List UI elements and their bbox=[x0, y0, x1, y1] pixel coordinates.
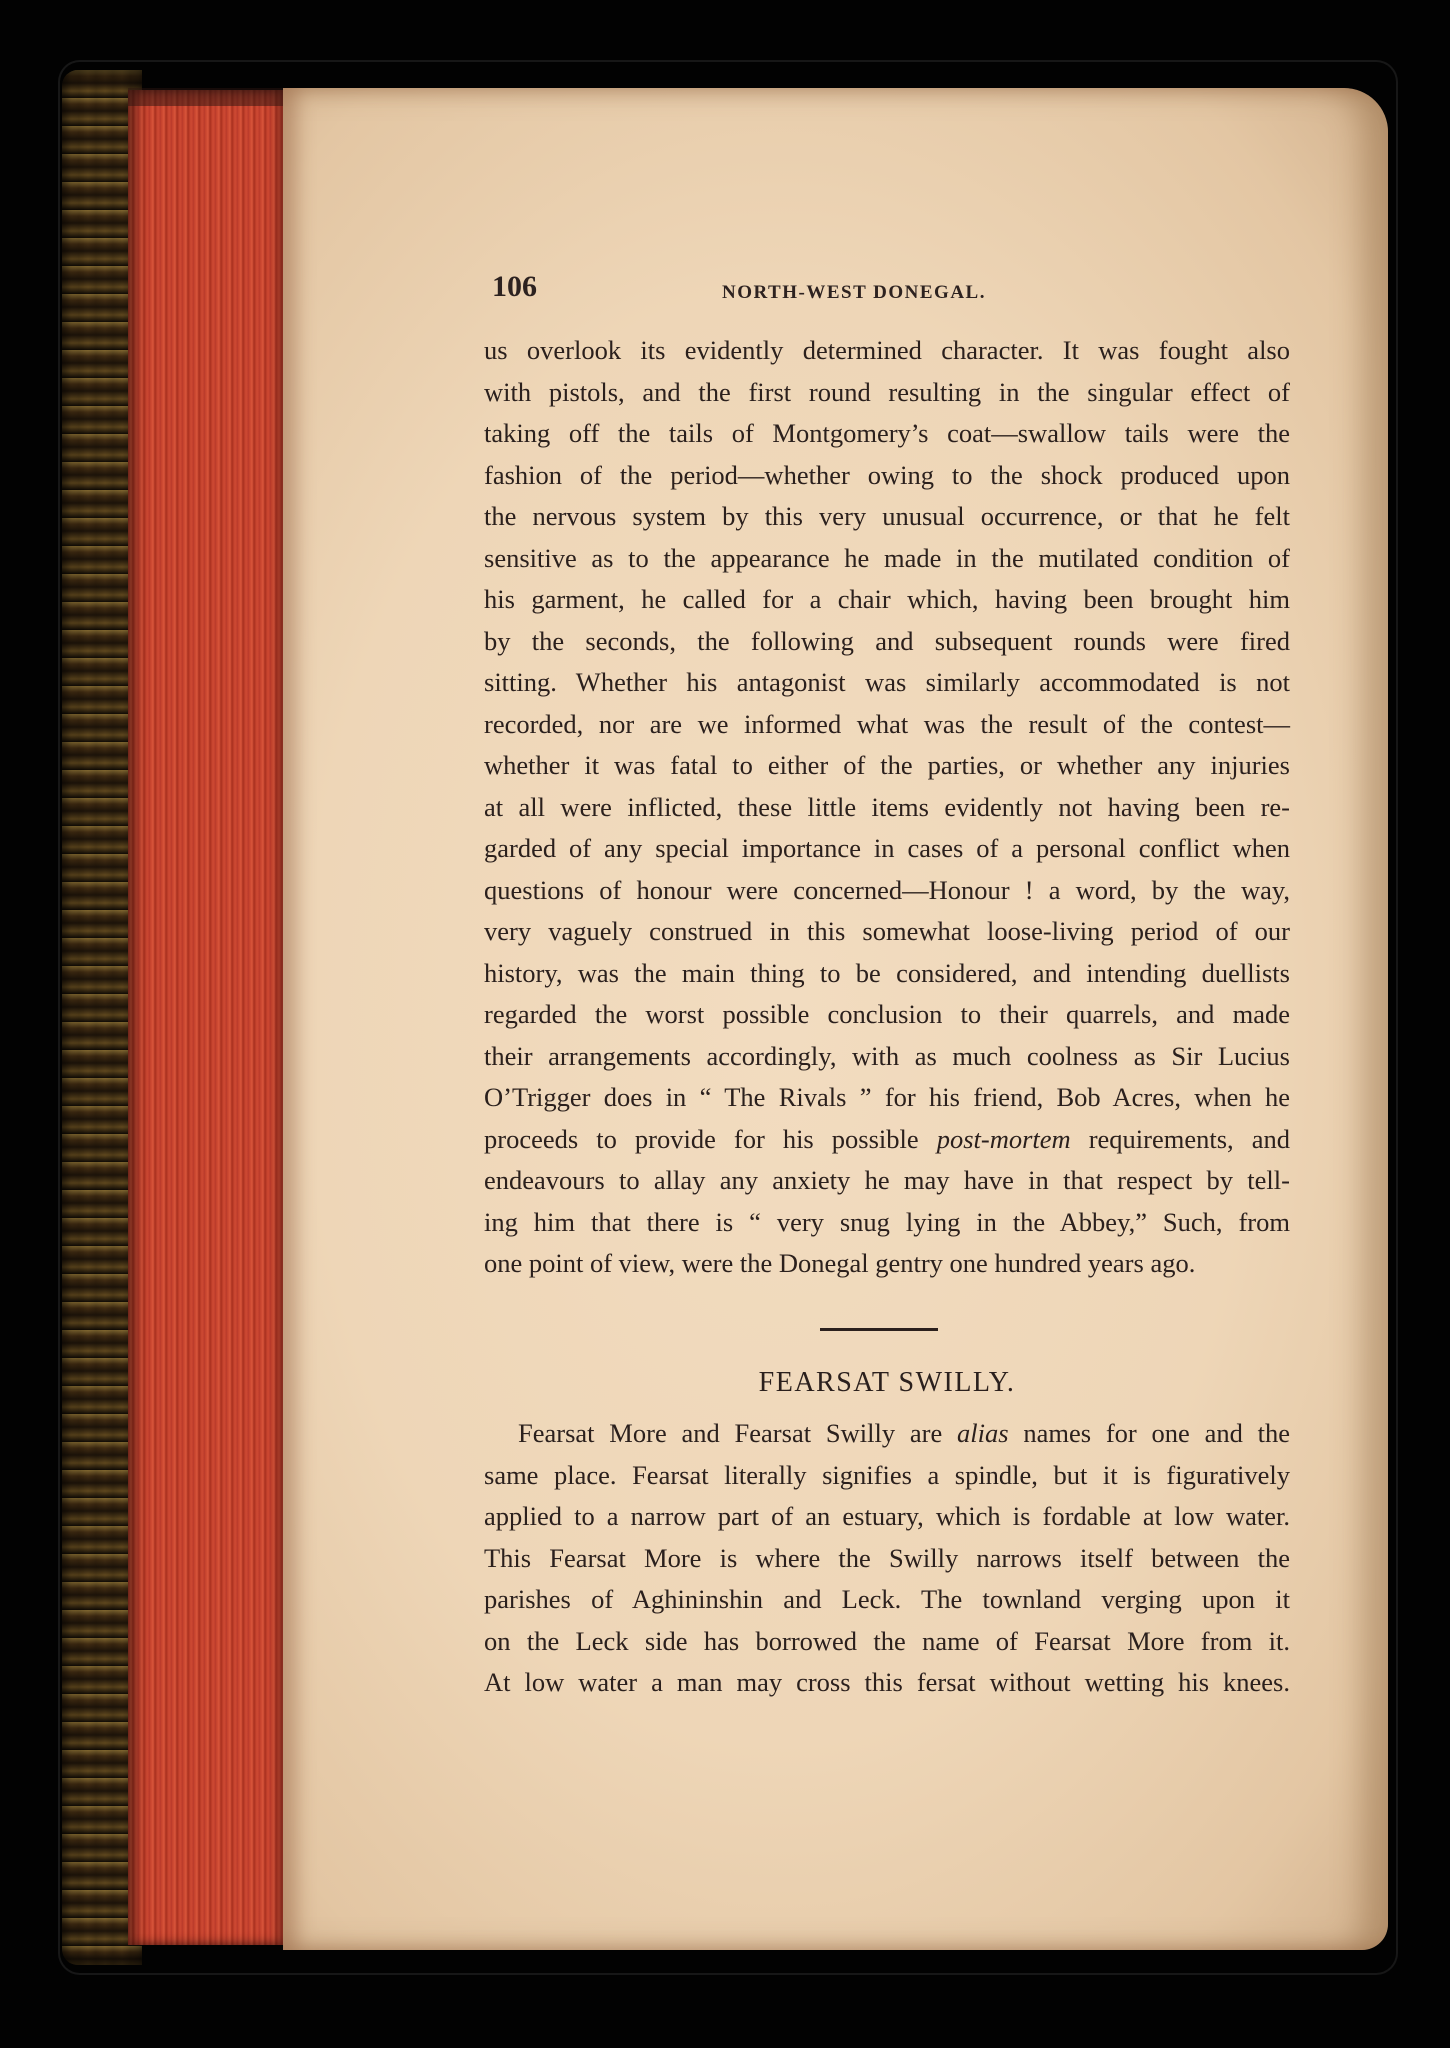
red-page-edges bbox=[128, 90, 284, 1945]
text-line: questions of honour were concerned—Honour ! a word, by the way, bbox=[484, 874, 1290, 905]
text-line-mixed bbox=[484, 1413, 1290, 1455]
text-line-mixed bbox=[484, 1119, 1290, 1161]
text-line: This Fearsat More is where the Swilly narrows itself between the bbox=[484, 1542, 1290, 1573]
text-line: us overlook its evidently determined character. It was fought also bbox=[484, 335, 1290, 365]
paragraph-fearsat bbox=[484, 1413, 1290, 1704]
running-head bbox=[492, 270, 1292, 310]
paragraph-duel bbox=[484, 330, 1290, 1285]
text-segment: Fearsat More and Fearsat Swilly are bbox=[518, 1418, 943, 1448]
text-line: on the Leck side has borrowed the name of Fearsat More from it. bbox=[484, 1625, 1290, 1656]
text-line: one point of view, were the Donegal gentry one hundred years ago. bbox=[484, 1248, 1196, 1278]
text-line: with pistols, and the first round resulting in the singular effect of bbox=[484, 376, 1290, 407]
section-heading: FEARSAT SWILLY. bbox=[758, 1367, 1016, 1398]
text-segment: proceeds to provide for his possible bbox=[484, 1123, 919, 1154]
text-line: taking off the tails of Montgomery’s coat—swallow tails were the bbox=[484, 418, 1290, 448]
page-number: 106 bbox=[492, 270, 537, 303]
text-line: recorded, nor are we informed what was the result of the contest— bbox=[484, 708, 1290, 739]
text-line: the nervous system by this very unusual occurrence, or that he felt bbox=[484, 501, 1290, 531]
text-segment: requirements, and bbox=[1070, 1123, 1290, 1154]
text-line: ing him that there is “ very snug lying in the Abbey,” Such, from bbox=[484, 1206, 1290, 1237]
text-line: parishes of Aghininshin and Leck. The townland verging upon it bbox=[484, 1584, 1290, 1614]
text-line: fashion of the period—whether owing to the shock produced upon bbox=[484, 459, 1290, 490]
text-line: sitting. Whether his antagonist was similarly accommodated is not bbox=[484, 667, 1290, 697]
text-line: O’Trigger does in “ The Rivals ” for his friend, Bob Acres, when he bbox=[484, 1082, 1290, 1112]
page-edge-shadow bbox=[128, 88, 288, 106]
text-line: applied to a narrow part of an estuary, which is fordable at low water. bbox=[484, 1501, 1290, 1531]
text-line: garded of any special importance in cases of a personal conflict when bbox=[484, 833, 1290, 863]
text-line: history, was the main thing to be considered, and intending duellists bbox=[484, 957, 1290, 988]
text-line: At low water a man may cross this fersat without wetting his knees. bbox=[484, 1667, 1290, 1697]
text-line: very vaguely construed in this somewhat loose-living period of our bbox=[484, 916, 1290, 946]
text-line: his garment, he called for a chair which, having been brought him bbox=[484, 584, 1290, 614]
section-divider bbox=[820, 1328, 938, 1331]
italic-term: post-mortem bbox=[936, 1123, 1071, 1154]
text-line: whether it was fatal to either of the parties, or whether any injuries bbox=[484, 750, 1290, 780]
text-line: endeavours to allay any anxiety he may have in that respect by tell- bbox=[484, 1165, 1290, 1195]
text-line: by the seconds, the following and subsequent rounds were fired bbox=[484, 625, 1290, 656]
italic-term: alias bbox=[957, 1418, 1009, 1448]
text-line: sensitive as to the appearance he made in the mutilated condition of bbox=[484, 542, 1290, 573]
text-line: at all were inflicted, these little items evidently not having been re- bbox=[484, 791, 1290, 822]
running-title: NORTH-WEST DONEGAL. bbox=[722, 282, 986, 303]
text-line: same place. Fearsat literally signifies a spindle, but it is figuratively bbox=[484, 1459, 1290, 1490]
text-segment: names for one and the bbox=[1008, 1418, 1291, 1448]
text-line: regarded the worst possible conclusion to their quarrels, and made bbox=[484, 999, 1290, 1029]
text-line: their arrangements accordingly, with as much coolness as Sir Lucius bbox=[484, 1040, 1290, 1071]
